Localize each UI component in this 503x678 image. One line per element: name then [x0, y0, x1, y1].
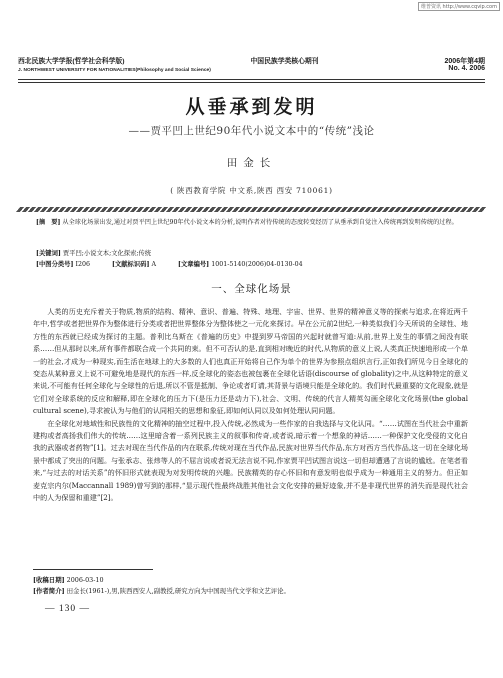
clc-value: I206: [75, 261, 90, 268]
header-rule-thin: [18, 82, 485, 83]
journal-header: [18, 58, 485, 73]
paragraph: 在全球化对地域性和民族性的文化精神的抽空过程中,投入传统,必然成为一些作家的自我选择与文化认同。“……试图在当代社会中重新建构或者高扬我们伟大的传统……这里暗含着一系列民族主义的叙事和传奇,或者说,暗示着一个想象的神话……一种保护文化受侵的文化自我的武器或者药物”[1]。过去对现在当代作品的内在联系,传统对现在当代作品,民族对世界当代作品,东方对西方当代作品,这一切在全球化场景中都成了突出的问题。与张承志、张炜等人的不屈言说或者说无法言说不同,作家贾平凹试图言说这一切但却遭遇了言说的尴尬。在笔者看来,“与过去的对话关系”的怀旧形式就表现为对发明传统的兴趣。民族精英的存心怀旧和有意发明也似乎成为一种通用主义的努力。但正如麦克宗内尔(Maccannall 1989)曾写到的那样,“显示现代性最终战胜其他社会文化安排的最好迹象,并不是非现代世界的消失而是现代社会中的人为保留和重建”[2]。: [33, 418, 468, 503]
doc-code: [112, 259, 156, 268]
doc-value: A: [151, 261, 157, 268]
abstract-label: [摘 要]: [36, 219, 61, 226]
clc-label: [中图分类号]: [36, 261, 74, 268]
article-label: [文章编号]: [178, 261, 210, 268]
author-name: 田金长: [226, 157, 277, 169]
keywords-label: [关键词]: [36, 250, 61, 257]
author-bio: [33, 586, 468, 597]
header-rule: [18, 79, 485, 80]
received-label: [收稿日期]: [33, 576, 65, 584]
section-heading: 一、全球化场景: [211, 283, 292, 295]
issue-cn: 2006年第4期: [444, 58, 485, 65]
keywords: [36, 248, 463, 257]
keywords-text: 贾平凹;小说文本;文化探索;传统: [62, 250, 152, 257]
body-text: [33, 306, 468, 505]
article-value: 1001-5140(2006)04-0130-04: [211, 261, 303, 268]
author-bio-label: [作者简介]: [33, 587, 65, 595]
footnote-rule: [33, 569, 153, 570]
clc-code: [36, 259, 90, 268]
footnotes: [33, 575, 468, 597]
article-code: [178, 259, 303, 268]
core-journal-label: 中国民族学类核心期刊: [250, 58, 319, 66]
paragraph: 人类的历史充斥着关于物质,物质的结构、精神、意识、普遍、特殊、地理、宇宙、世界、世界的精神意义等的探索与追求,在将近两千年中,哲学或者把世界作为整体进行分类或者把世界整体分为整体使之一元化来探讨。早在公元前2世纪,一种类似我们今天所说的全球性、地方性的东西就已经成为探讨的主题。普利比乌斯在《普遍的历史》中提到罗马帝国的兴起时就曾写道:从前,世界上发生的事情之间没有联系……但从那时以来,所有事件都联合成一个共同的束。但不可否认的是,直到相对晚近的时代,从物质的意义上说,人类真正快速地形成一个单一的社会,才成为一种现实,而生活在地球上的大多数的人们也真正开始将自己作为单个的世界为参照点组织言行,正如我们所见今日全球化的变态从某种意义上说不可避免地是现代的东西一样,反全球化的姿态也被包裹在全球化话语(discourse of globality)之中,从这种特定的意义来说,不可能有任何全球化与全球性的后退,所以不管是抵制、争论或者叮请,其背景与语境只能是全球化的。我们时代最重要的文化现象,就是它们对全球系统的反应和解释,即在全球化的压力下(是压力还是动力下),社会、文明、传统的代言人精英勾画全球化文化场景(the global cultural scene),寻求被认为与他们的认同相关的思想和象征,即如何认同以及如何处理认同问题。: [33, 307, 468, 416]
journal-name-cn: 西北民族大学学报(哲学社会科学版): [18, 58, 125, 66]
journal-name-en: J. NORTHWEST UNIVERSITY FOR NATIONALITIES(Philosophy and Social Science): [18, 67, 211, 73]
author-bio-value: 田金长(1961-),男,陕西西安人,副教授,研究方向为中国现当代文学和文艺评论。: [66, 587, 290, 595]
issue-number: No. 4. 2006: [448, 65, 485, 73]
abstract: [36, 218, 463, 228]
article-subtitle: ——贾平凹上世纪90年代小说文本中的“传统”浅论: [128, 125, 375, 137]
classification-row: [36, 259, 463, 268]
article-title: 从垂承到发明: [185, 96, 318, 118]
doc-label: [文献标识码]: [111, 261, 150, 268]
watermark-stamp: 维普资讯 http://www.cqvip.com: [418, 2, 500, 11]
received-value: 2006-03-10: [66, 576, 104, 584]
author-affiliation: ( 陕西教育学院 中文系,陕西 西安 710061): [170, 186, 333, 195]
abstract-divider: [16, 207, 487, 212]
received-date: [33, 575, 468, 586]
abstract-text: 从全球化场景出发,通过对贾平凹上世纪90年代小说文本的分析,说明作者对待传统的态度转变经历了从垂承到自觉注入传统再到发明传统的过程。: [62, 219, 458, 226]
page-number: — 130 —: [45, 604, 90, 614]
